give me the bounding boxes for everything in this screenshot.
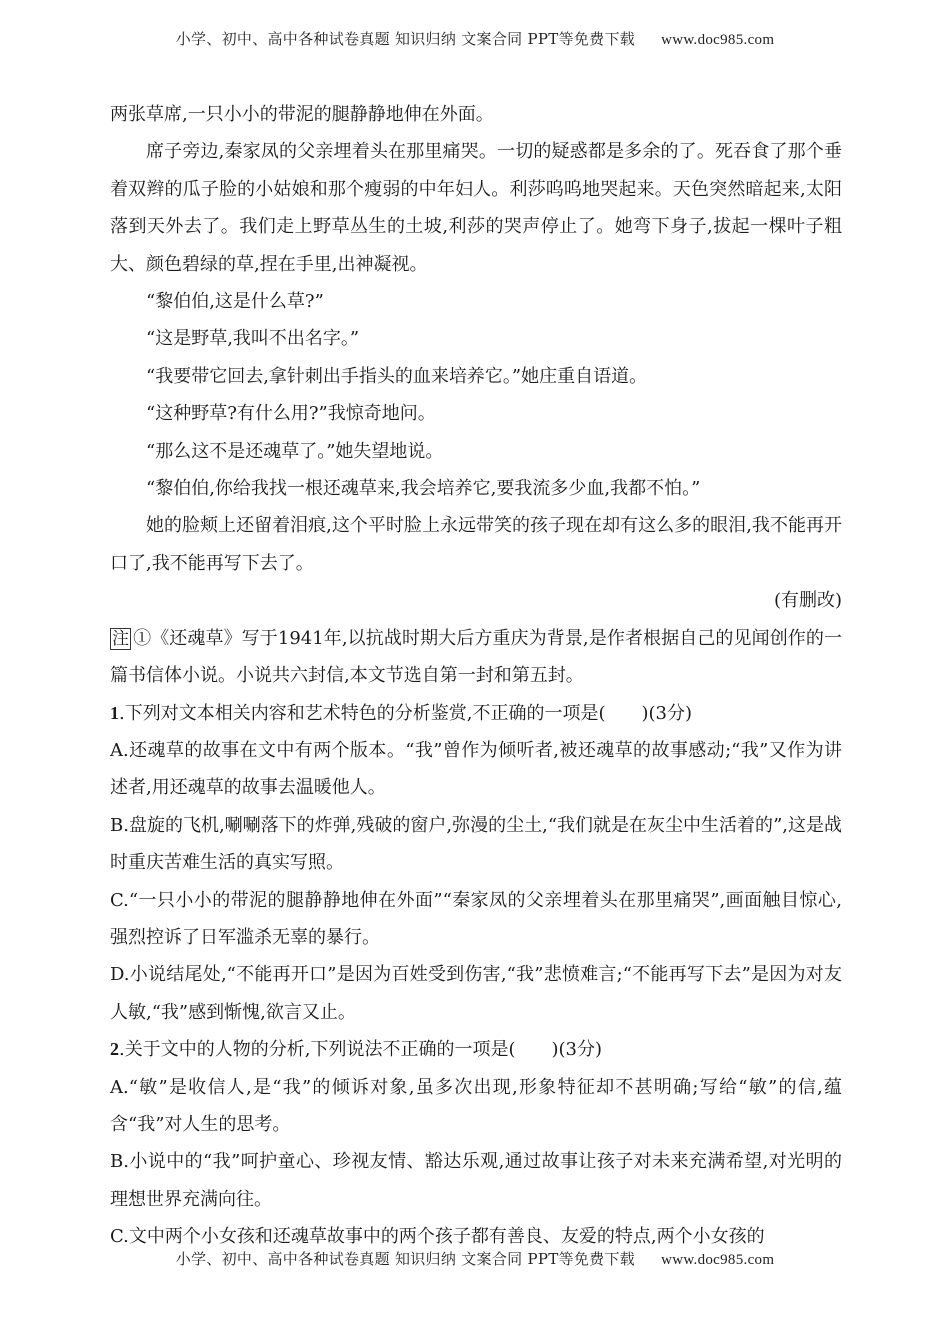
document-body (110, 96, 842, 1256)
question-number: 2 (110, 1039, 119, 1060)
dialogue-line: “我要带它回去,拿针刺出手指头的血来培养它。”她庄重自语道。 (146, 365, 648, 387)
option-a: A.“敏”是收信人,是“我”的倾诉对象,虽多次出现,形象特征却不甚明确;写给“敏”的信,蕴含“我”对人生的思考。 (110, 1076, 842, 1135)
question-number: 1 (110, 702, 119, 723)
page-footer (0, 1248, 950, 1269)
story-paragraph: 她的脸颊上还留着泪痕,这个平时脸上永远带笑的孩子现在却有这么多的眼泪,我不能再开口了,我不能再写下去了。 (110, 515, 842, 574)
footer-text: 小学、初中、高中各种试卷真题 知识归纳 文案合同 PPT等免费下载 (175, 1250, 636, 1268)
option-a: A.还魂草的故事在文中有两个版本。“我”曾作为倾听者,被还魂草的故事感动;“我”又作为讲述者,用还魂草的故事去温暖他人。 (110, 739, 842, 799)
header-text: 小学、初中、高中各种试卷真题 知识归纳 文案合同 PPT等免费下载 (175, 30, 636, 48)
header-site-link[interactable]: www.doc985.com (661, 32, 775, 48)
dialogue-line: “这种野草?有什么用?”我惊奇地问。 (146, 403, 436, 425)
option-b: B.小说中的“我”呵护童心、珍视友情、豁达乐观,通过故事让孩子对未来充满希望,对光明的理想世界充满向往。 (110, 1151, 842, 1210)
question-text: .下列对文本相关内容和艺术特色的分析鉴赏,不正确的一项是( )(3分) (119, 702, 692, 724)
annotation-note (110, 620, 842, 695)
source-note: (有删改) (773, 590, 842, 612)
page-header (0, 28, 950, 49)
dialogue-line: “那么这不是还魂草了。”她失望地说。 (146, 440, 444, 462)
question-text: .关于文中的人物的分析,下列说法不正确的一项是( )(3分) (119, 1039, 602, 1061)
option-c: C.文中两个小女孩和还魂草故事中的两个孩子都有善良、友爱的特点,两个小女孩的 (110, 1226, 765, 1248)
note-label: 注 (112, 628, 129, 649)
dialogue-line: “黎伯伯,你给我找一根还魂草来,我会培养它,要我流多少血,我都不怕。” (146, 478, 701, 500)
option-c: C.“一只小小的带泥的腿静静地伸在外面”“秦家凤的父亲埋着头在那里痛哭”,画面触目惊心,强烈控诉了日军滥杀无辜的暴行。 (110, 889, 842, 948)
footer-site-link[interactable]: www.doc985.com (661, 1252, 775, 1268)
option-d: D.小说结尾处,“不能再开口”是因为百姓受到伤害,“我”悲愤难言;“不能再写下去”是因为对友人敏,“我”感到惭愧,欲言又止。 (110, 964, 842, 1023)
story-paragraph: 两张草席,一只小小的带泥的腿静静地伸在外面。 (110, 104, 494, 125)
dialogue-line: “这是野草,我叫不出名字。” (146, 328, 360, 350)
question-stem (110, 695, 842, 732)
note-text: ①《还魂草》写于1941年,以抗战时期大后方重庆为背景,是作者根据自己的见闻创作的一篇书信体小说。小说共六封信,本文节选自第一封和第五封。 (110, 627, 842, 687)
question-stem (110, 1031, 842, 1068)
story-paragraph: 席子旁边,秦家凤的父亲埋着头在那里痛哭。一切的疑惑都是多余的了。死吞食了那个垂着双辫的瓜子脸的小姑娘和那个瘦弱的中年妇人。利莎呜呜地哭起来。天色突然暗起来,太阳落到天外去了。我们走上野草丛生的土坡,利莎的哭声停止了。她弯下身子,拔起一棵叶子粗大、颜色碧绿的草,捏在手里,出神凝视。 (110, 141, 842, 275)
option-b: B.盘旋的飞机,唰唰落下的炸弹,残破的窗户,弥漫的尘土,“我们就是在灰尘中生活着的”,这是战时重庆苦难生活的真实写照。 (110, 814, 842, 874)
dialogue-line: “黎伯伯,这是什么草?” (146, 291, 324, 313)
